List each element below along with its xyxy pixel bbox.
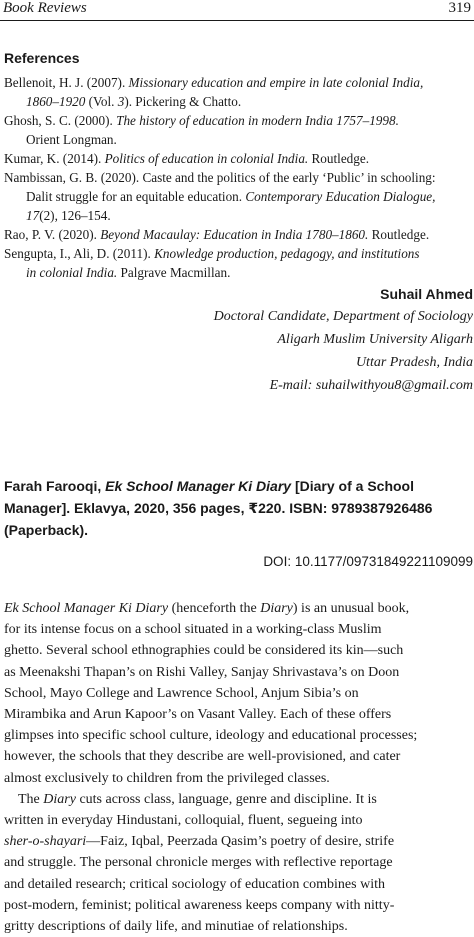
body-line-rich: Ek School Manager Ki Diary (henceforth the Diary) is an unusual book,	[4, 601, 410, 616]
header-rule	[0, 20, 474, 21]
reference-line: Kumar, K. (2014). Politics of education in colonial India. Routledge.	[4, 151, 370, 166]
references-heading: References	[4, 50, 80, 66]
body-line: written in everyday Hindustani, colloquial, fluent, segueing into	[4, 813, 363, 829]
author-university: Aligarh Muslim University Aligarh	[277, 332, 473, 347]
review-heading	[4, 475, 474, 541]
reference-item	[4, 225, 474, 244]
signature-block	[0, 283, 473, 397]
reference-item	[4, 111, 474, 149]
body-line: Mirambika and Arun Kapoor’s on Vasant Valley. Each of these offers	[4, 707, 392, 723]
body-line-rich: sher-o-shayari—Faiz, Iqbal, Peerzada Qasim’s poetry of desire, strife	[4, 834, 395, 850]
reference-item	[4, 149, 474, 168]
reference-line: Dalit struggle for an equitable education. Contemporary Education Dialogue,	[26, 189, 436, 204]
review-heading-line	[4, 475, 474, 497]
reference-item	[4, 73, 474, 111]
body-line: and detailed research; critical sociology of education combines with	[4, 876, 385, 892]
reference-line: in colonial India. Palgrave Macmillan.	[26, 265, 231, 280]
reference-list	[4, 73, 474, 282]
author-affiliation: Doctoral Candidate, Department of Sociology	[213, 309, 473, 324]
body-line: ghetto. Several school ethnographies could be considered its kin—such	[4, 643, 404, 659]
reference-item	[4, 244, 474, 282]
body-line: as Meenakshi Thapan’s on Rishi Valley, Sanjay Shrivastava’s on Doon	[4, 664, 400, 680]
reference-line: Orient Longman.	[26, 132, 117, 147]
author-name: Suhail Ahmed	[380, 286, 473, 302]
doi-link[interactable]: DOI: 10.1177/09731849221109099	[263, 554, 473, 569]
running-head	[3, 0, 471, 19]
body-line: and struggle. The personal chronicle merges with reflective reportage	[4, 855, 393, 871]
review-heading-line: Manager]. Eklavya, 2020, 356 pages, ₹220. ISBN: 9789387926486	[4, 500, 433, 516]
reviewed-book-title: Ek School Manager Ki Diary	[105, 478, 292, 494]
reference-line: 1860–1920 (Vol. 3). Pickering & Chatto.	[26, 94, 242, 109]
body-line: however, the schools that they describe are well-provisioned, and cater	[4, 749, 401, 765]
reference-line: Sengupta, I., Ali, D. (2011). Knowledge production, pedagogy, and institutions	[4, 246, 420, 261]
reviewed-book-subtitle: [Diary of a School	[291, 478, 414, 494]
body-line: gritty descriptions of daily life, and minutiae of relationships.	[4, 919, 348, 935]
body-line: post-modern, feminist; political awareness keeps company with nitty-	[4, 897, 395, 913]
reference-line: Nambissan, G. B. (2020). Caste and the politics of the early ‘Public’ in schooling:	[4, 170, 436, 185]
reference-line: Ghosh, S. C. (2000). The history of education in modern India 1757–1998.	[4, 113, 399, 128]
review-body	[4, 598, 474, 937]
body-line: School, Mayo College and Lawrence School, Anjum Sibia’s on	[4, 685, 359, 701]
reference-line: Bellenoit, H. J. (2007). Missionary education and empire in late colonial India,	[4, 75, 424, 90]
author-location: Uttar Pradesh, India	[355, 355, 473, 370]
reference-line: Rao, P. V. (2020). Beyond Macaulay: Education in India 1780–1860. Routledge.	[4, 227, 430, 242]
reference-item	[4, 168, 474, 225]
reviewed-author: Farah Farooqi,	[4, 478, 106, 494]
body-line: for its intense focus on a school situated in a working-class Muslim	[4, 622, 382, 638]
author-email[interactable]: E-mail: suhailwithyou8@gmail.com	[269, 378, 473, 393]
body-line-rich: The Diary cuts across class, language, genre and discipline. It is	[18, 791, 377, 807]
reference-line: 17(2), 126–154.	[26, 208, 111, 223]
body-line: almost exclusively to children from the privileged classes.	[4, 770, 330, 786]
section-title: Book Reviews	[3, 0, 87, 16]
review-heading-line: (Paperback).	[4, 522, 89, 538]
body-line: glimpses into specific school culture, ideology and educational processes;	[4, 728, 418, 744]
page-number: 319	[448, 0, 471, 16]
